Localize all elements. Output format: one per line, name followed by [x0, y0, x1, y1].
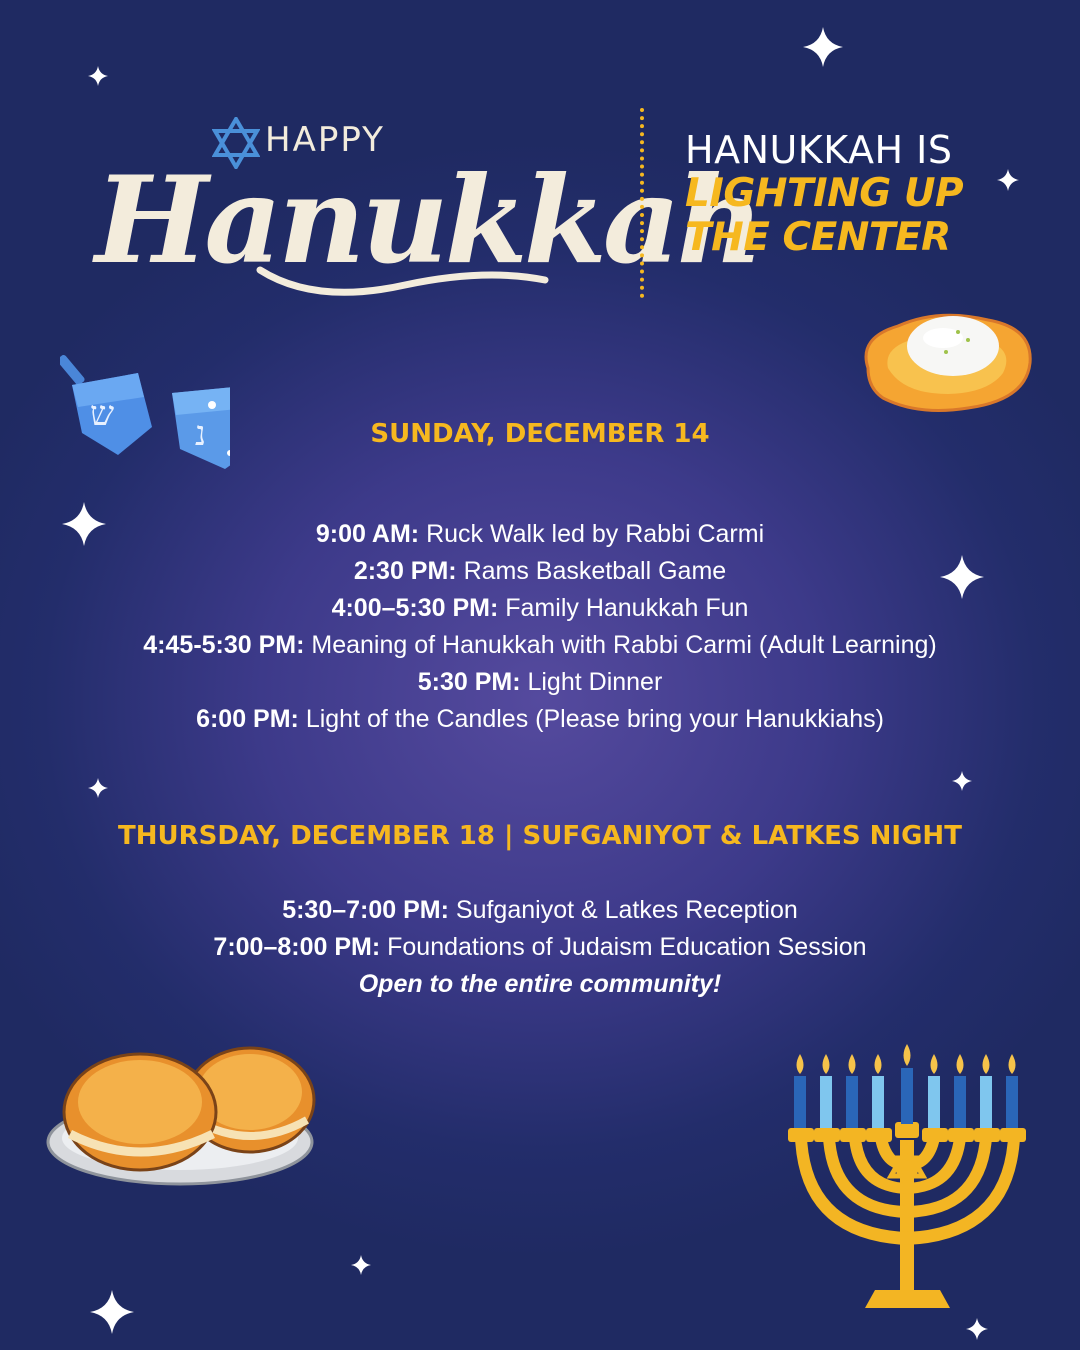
schedule-time: 2:30 PM:	[353, 557, 457, 585]
schedule-row	[0, 701, 1080, 738]
logo-script: Hanukkah	[95, 150, 760, 291]
menorah-icon	[780, 1040, 1040, 1312]
sufganiyot-icon	[45, 1042, 320, 1190]
tagline	[685, 128, 963, 260]
sparkle-icon	[351, 1255, 371, 1275]
sunday-schedule	[0, 516, 1080, 738]
schedule-row	[0, 553, 1080, 590]
schedule-time: 4:45-5:30 PM:	[143, 631, 305, 659]
schedule-row	[0, 664, 1080, 701]
schedule-activity: Light Dinner	[520, 668, 663, 696]
sparkle-icon	[966, 1318, 988, 1340]
schedule-row	[0, 590, 1080, 627]
sparkle-icon	[90, 1290, 134, 1334]
sparkle-icon	[88, 778, 108, 798]
schedule-row	[0, 929, 1080, 966]
sunday-heading: SUNDAY, DECEMBER 14	[370, 419, 710, 449]
schedule-activity: Rams Basketball Game	[456, 557, 727, 585]
logo-flourish	[255, 250, 555, 310]
schedule-activity: Meaning of Hanukkah with Rabbi Carmi (Adult Learning)	[304, 631, 937, 659]
sparkle-icon	[952, 771, 972, 791]
schedule-activity: Family Hanukkah Fun	[498, 594, 749, 622]
thursday-schedule	[0, 892, 1080, 1003]
header-divider	[640, 108, 644, 298]
schedule-row	[0, 892, 1080, 929]
schedule-time: 5:30–7:00 PM:	[282, 896, 449, 924]
dreidel-icon	[60, 345, 230, 475]
tagline-line-2: LIGHTING UP	[685, 171, 964, 216]
schedule-time: 5:30 PM:	[417, 668, 521, 696]
schedule-row	[0, 516, 1080, 553]
schedule-activity: Sufganiyot & Latkes Reception	[448, 896, 798, 924]
schedule-row	[0, 627, 1080, 664]
community-note: Open to the entire community!	[358, 970, 722, 998]
schedule-time: 6:00 PM:	[196, 705, 299, 733]
latke-icon	[858, 308, 1036, 416]
schedule-time: 7:00–8:00 PM:	[213, 933, 381, 961]
schedule-time: 4:00–5:30 PM:	[331, 594, 499, 622]
schedule-time: 9:00 AM:	[315, 520, 420, 548]
tagline-line-1: HANUKKAH IS	[685, 128, 953, 172]
svg-text:ש: ש	[90, 394, 115, 434]
tagline-line-3: THE CENTER	[685, 215, 951, 260]
svg-text:נ: נ	[195, 414, 207, 454]
sparkle-icon	[803, 27, 843, 67]
schedule-activity: Light of the Candles (Please bring your Hanukkiahs)	[298, 705, 884, 733]
schedule-activity: Foundations of Judaism Education Session	[380, 933, 867, 961]
logo-happy: HAPPY	[265, 120, 385, 160]
sparkle-icon	[997, 169, 1019, 191]
schedule-activity: Ruck Walk led by Rabbi Carmi	[419, 520, 765, 548]
sparkle-icon	[88, 66, 108, 86]
thursday-heading: THURSDAY, DECEMBER 18 | SUFGANIYOT & LATKES NIGHT	[118, 821, 962, 851]
